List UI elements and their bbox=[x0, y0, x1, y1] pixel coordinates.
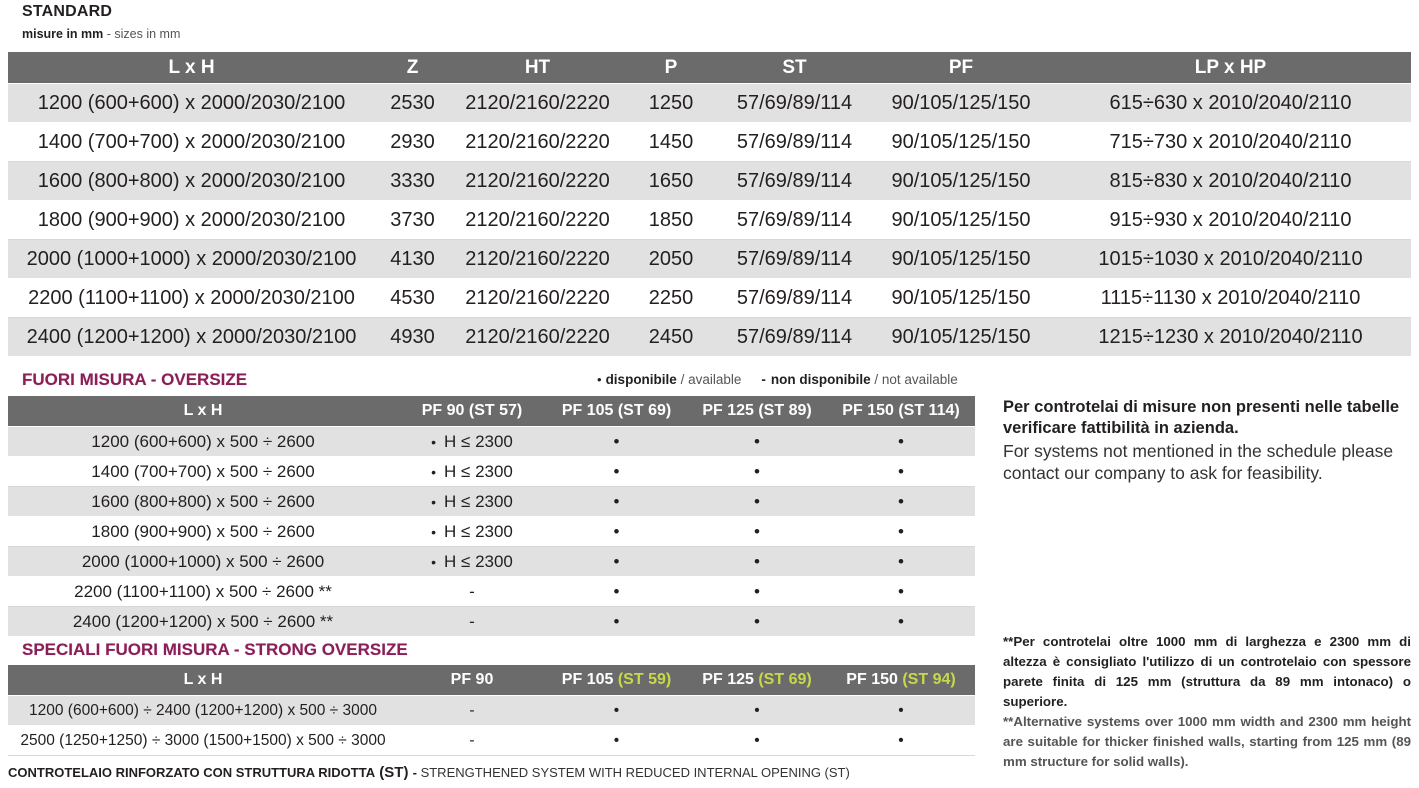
col-pf: PF bbox=[872, 52, 1050, 84]
st59-label: (ST 59) bbox=[617, 671, 672, 688]
cell-pf: 90/105/125/150 bbox=[872, 84, 1050, 123]
height-limit: H ≤ 2300 bbox=[444, 461, 513, 481]
special-header-row bbox=[8, 665, 975, 696]
cell-lxh: 1400 (700+700) x 2000/2030/2100 bbox=[8, 123, 375, 162]
cell-pf105: • bbox=[546, 577, 687, 607]
col-p: P bbox=[625, 52, 717, 84]
units-it: misure in mm bbox=[22, 27, 104, 41]
cell-pf105: • bbox=[546, 427, 687, 457]
cell-p: 1650 bbox=[625, 162, 717, 201]
cell-lpxhp: 915÷930 x 2010/2040/2110 bbox=[1050, 201, 1411, 240]
cell-lxh: 2000 (1000+1000) x 500 ÷ 2600 bbox=[8, 547, 398, 577]
cell-p: 1250 bbox=[625, 84, 717, 123]
special-title: SPECIALI FUORI MISURA - STRONG OVERSIZE bbox=[22, 640, 408, 659]
footer-en: STRENGTHENED SYSTEM WITH REDUCED INTERNAL OPENING (ST) bbox=[420, 765, 850, 780]
st69-label: (ST 69) bbox=[758, 671, 812, 688]
col-pf150 bbox=[827, 665, 975, 696]
cell-pf125: • bbox=[687, 517, 827, 547]
table-row bbox=[8, 279, 1411, 318]
cell-p: 1450 bbox=[625, 123, 717, 162]
cell-pf: 90/105/125/150 bbox=[872, 240, 1050, 279]
cell-lxh: 2400 (1200+1200) x 500 ÷ 2600 ** bbox=[8, 607, 398, 637]
table-row bbox=[8, 457, 975, 487]
col-lxh: L x H bbox=[8, 665, 398, 696]
cell-pf125: • bbox=[687, 487, 827, 517]
cell-st: 57/69/89/114 bbox=[717, 123, 872, 162]
cell-ht: 2120/2160/2220 bbox=[450, 240, 625, 279]
table-row bbox=[8, 726, 975, 756]
cell-st: 57/69/89/114 bbox=[717, 318, 872, 357]
cell-pf: 90/105/125/150 bbox=[872, 162, 1050, 201]
cell-lpxhp: 1215÷1230 x 2010/2040/2110 bbox=[1050, 318, 1411, 357]
cell-pf150: • bbox=[827, 457, 975, 487]
cell-p: 1850 bbox=[625, 201, 717, 240]
cell-z: 3730 bbox=[375, 201, 450, 240]
col-pf150: PF 150 (ST 114) bbox=[827, 396, 975, 427]
cell-pf105: • bbox=[546, 696, 687, 726]
units-en: sizes in mm bbox=[114, 27, 181, 41]
table-row bbox=[8, 517, 975, 547]
cell-p: 2050 bbox=[625, 240, 717, 279]
col-pf125 bbox=[687, 665, 827, 696]
table-row bbox=[8, 547, 975, 577]
legend-sep-2: / bbox=[870, 372, 882, 387]
table-row bbox=[8, 123, 1411, 162]
standard-table bbox=[8, 52, 1411, 356]
pf125-label: PF 125 bbox=[702, 671, 754, 688]
legend-available-en: available bbox=[688, 372, 742, 387]
cell-pf125: • bbox=[687, 547, 827, 577]
legend-available-it: disponibile bbox=[605, 372, 677, 387]
cell-pf150: • bbox=[827, 487, 975, 517]
bullet-icon: • bbox=[431, 433, 437, 450]
cell-st: 57/69/89/114 bbox=[717, 279, 872, 318]
col-lxh: L x H bbox=[8, 52, 375, 84]
table-row bbox=[8, 240, 1411, 279]
cell-pf150: • bbox=[827, 607, 975, 637]
units-sep: - bbox=[103, 27, 115, 41]
cell-pf125: • bbox=[687, 607, 827, 637]
cell-pf150: • bbox=[827, 696, 975, 726]
cell-pf: 90/105/125/150 bbox=[872, 201, 1050, 240]
footer-note bbox=[8, 764, 850, 781]
cell-pf90 bbox=[398, 427, 546, 457]
height-limit: H ≤ 2300 bbox=[444, 551, 513, 571]
cell-pf125: • bbox=[687, 427, 827, 457]
bullet-icon: • bbox=[431, 523, 437, 540]
cell-pf150: • bbox=[827, 547, 975, 577]
col-lpxhp: LP x HP bbox=[1050, 52, 1411, 84]
cell-pf90 bbox=[398, 457, 546, 487]
cell-lxh: 1400 (700+700) x 500 ÷ 2600 bbox=[8, 457, 398, 487]
cell-lxh: 2400 (1200+1200) x 2000/2030/2100 bbox=[8, 318, 375, 357]
cell-ht: 2120/2160/2220 bbox=[450, 162, 625, 201]
cell-lpxhp: 815÷830 x 2010/2040/2110 bbox=[1050, 162, 1411, 201]
cell-ht: 2120/2160/2220 bbox=[450, 201, 625, 240]
cell-pf150: • bbox=[827, 517, 975, 547]
bullet-icon: • bbox=[431, 553, 437, 570]
cell-ht: 2120/2160/2220 bbox=[450, 279, 625, 318]
bullet-icon: • bbox=[431, 463, 437, 480]
cell-st: 57/69/89/114 bbox=[717, 201, 872, 240]
table-row bbox=[8, 84, 1411, 123]
cell-pf105: • bbox=[546, 457, 687, 487]
pf105-label: PF 105 bbox=[561, 671, 614, 688]
special-table bbox=[8, 665, 975, 756]
cell-lxh: 2500 (1250+1250) ÷ 3000 (1500+1500) x 500 ÷ 3000 bbox=[8, 726, 398, 756]
cell-p: 2250 bbox=[625, 279, 717, 318]
cell-pf90: - bbox=[398, 696, 546, 726]
cell-lxh: 2200 (1100+1100) x 2000/2030/2100 bbox=[8, 279, 375, 318]
col-z: Z bbox=[375, 52, 450, 84]
cell-lxh: 1800 (900+900) x 2000/2030/2100 bbox=[8, 201, 375, 240]
table-row bbox=[8, 696, 975, 726]
oversize-table bbox=[8, 396, 975, 636]
height-limit: H ≤ 2300 bbox=[444, 491, 513, 511]
pf150-label: PF 150 bbox=[846, 671, 898, 688]
col-lxh: L x H bbox=[8, 396, 398, 427]
cell-z: 3330 bbox=[375, 162, 450, 201]
bullet-icon: • bbox=[431, 493, 437, 510]
cell-ht: 2120/2160/2220 bbox=[450, 123, 625, 162]
col-pf105: PF 105 (ST 69) bbox=[546, 396, 687, 427]
table-row bbox=[8, 487, 975, 517]
cell-lxh: 2000 (1000+1000) x 2000/2030/2100 bbox=[8, 240, 375, 279]
cell-pf90: - bbox=[398, 577, 546, 607]
st94-label: (ST 94) bbox=[902, 671, 956, 688]
cell-lxh: 1800 (900+900) x 500 ÷ 2600 bbox=[8, 517, 398, 547]
cell-st: 57/69/89/114 bbox=[717, 84, 872, 123]
table-row bbox=[8, 607, 975, 637]
cell-z: 4530 bbox=[375, 279, 450, 318]
thickness-note-en: **Alternative systems over 1000 mm width and 2300 mm height are suitable for thicker finished walls, starting from 125 mm (89 mm structure for solid walls). bbox=[1003, 714, 1411, 769]
footer-it: CONTROTELAIO RINFORZATO CON STRUTTURA RIDOTTA bbox=[8, 765, 376, 780]
cell-pf105: • bbox=[546, 726, 687, 756]
cell-z: 4930 bbox=[375, 318, 450, 357]
table-row bbox=[8, 577, 975, 607]
table-row bbox=[8, 162, 1411, 201]
cell-pf90 bbox=[398, 487, 546, 517]
height-limit: H ≤ 2300 bbox=[444, 431, 513, 451]
cell-st: 57/69/89/114 bbox=[717, 240, 872, 279]
cell-lxh: 1600 (800+800) x 2000/2030/2100 bbox=[8, 162, 375, 201]
cell-z: 2530 bbox=[375, 84, 450, 123]
height-limit: H ≤ 2300 bbox=[444, 521, 513, 541]
cell-lpxhp: 715÷730 x 2010/2040/2110 bbox=[1050, 123, 1411, 162]
cell-pf125: • bbox=[687, 457, 827, 487]
cell-pf105: • bbox=[546, 607, 687, 637]
cell-lpxhp: 615÷630 x 2010/2040/2110 bbox=[1050, 84, 1411, 123]
feasibility-note-en: For systems not mentioned in the schedule please contact our company to ask for feasibility. bbox=[1003, 441, 1394, 483]
col-st: ST bbox=[717, 52, 872, 84]
feasibility-note-it: Per controtelai di misure non presenti nelle tabelle verificare fattibilità in azienda. bbox=[1003, 398, 1400, 437]
legend-sep-1: / bbox=[676, 372, 689, 387]
bullet-icon: • bbox=[597, 372, 602, 387]
footer-sep: - bbox=[412, 765, 421, 780]
col-pf105 bbox=[546, 665, 687, 696]
table-row bbox=[8, 427, 975, 457]
cell-st: 57/69/89/114 bbox=[717, 162, 872, 201]
cell-lxh: 1200 (600+600) x 500 ÷ 2600 bbox=[8, 427, 398, 457]
cell-lxh: 2200 (1100+1100) x 500 ÷ 2600 ** bbox=[8, 577, 398, 607]
col-pf125: PF 125 (ST 89) bbox=[687, 396, 827, 427]
cell-pf: 90/105/125/150 bbox=[872, 318, 1050, 357]
cell-pf90: - bbox=[398, 607, 546, 637]
legend-not-available-it: non disponibile bbox=[770, 372, 871, 387]
cell-pf90 bbox=[398, 547, 546, 577]
cell-lxh: 1600 (800+800) x 500 ÷ 2600 bbox=[8, 487, 398, 517]
cell-pf105: • bbox=[546, 547, 687, 577]
thickness-note-it: **Per controtelai oltre 1000 mm di larghezza e 2300 mm di altezza è consigliato l'utilizzo di un controtelaio con spessore parete finita di 125 mm (struttura da 89 mm intonaco) o superiore. bbox=[1003, 634, 1411, 709]
table-row bbox=[8, 201, 1411, 240]
oversize-header-row bbox=[8, 396, 975, 427]
cell-z: 4130 bbox=[375, 240, 450, 279]
cell-pf: 90/105/125/150 bbox=[872, 123, 1050, 162]
cell-pf125: • bbox=[687, 696, 827, 726]
cell-pf125: • bbox=[687, 577, 827, 607]
cell-pf90: - bbox=[398, 726, 546, 756]
cell-ht: 2120/2160/2220 bbox=[450, 318, 625, 357]
cell-pf90 bbox=[398, 517, 546, 547]
cell-pf125: • bbox=[687, 726, 827, 756]
dash-icon: - bbox=[761, 372, 766, 387]
thickness-note bbox=[1003, 632, 1411, 772]
col-pf90: PF 90 (ST 57) bbox=[398, 396, 546, 427]
cell-pf150: • bbox=[827, 577, 975, 607]
cell-lpxhp: 1015÷1030 x 2010/2040/2110 bbox=[1050, 240, 1411, 279]
feasibility-note bbox=[1003, 397, 1413, 484]
cell-pf105: • bbox=[546, 517, 687, 547]
table-row bbox=[8, 318, 1411, 357]
col-pf90: PF 90 bbox=[398, 665, 546, 696]
cell-lxh: 1200 (600+600) x 2000/2030/2100 bbox=[8, 84, 375, 123]
cell-lpxhp: 1115÷1130 x 2010/2040/2110 bbox=[1050, 279, 1411, 318]
legend-not-available-en: not available bbox=[881, 372, 958, 387]
cell-ht: 2120/2160/2220 bbox=[450, 84, 625, 123]
cell-p: 2450 bbox=[625, 318, 717, 357]
cell-pf150: • bbox=[827, 726, 975, 756]
standard-header-row bbox=[8, 52, 1411, 84]
cell-pf150: • bbox=[827, 427, 975, 457]
availability-legend bbox=[597, 372, 958, 387]
col-ht: HT bbox=[450, 52, 625, 84]
standard-title: STANDARD bbox=[22, 3, 113, 20]
cell-z: 2930 bbox=[375, 123, 450, 162]
oversize-title: FUORI MISURA - OVERSIZE bbox=[22, 370, 248, 389]
cell-pf105: • bbox=[546, 487, 687, 517]
units-note bbox=[22, 27, 180, 41]
cell-lxh: 1200 (600+600) ÷ 2400 (1200+1200) x 500 ÷ 3000 bbox=[8, 696, 398, 726]
cell-pf: 90/105/125/150 bbox=[872, 279, 1050, 318]
footer-st: (ST) bbox=[375, 764, 413, 781]
